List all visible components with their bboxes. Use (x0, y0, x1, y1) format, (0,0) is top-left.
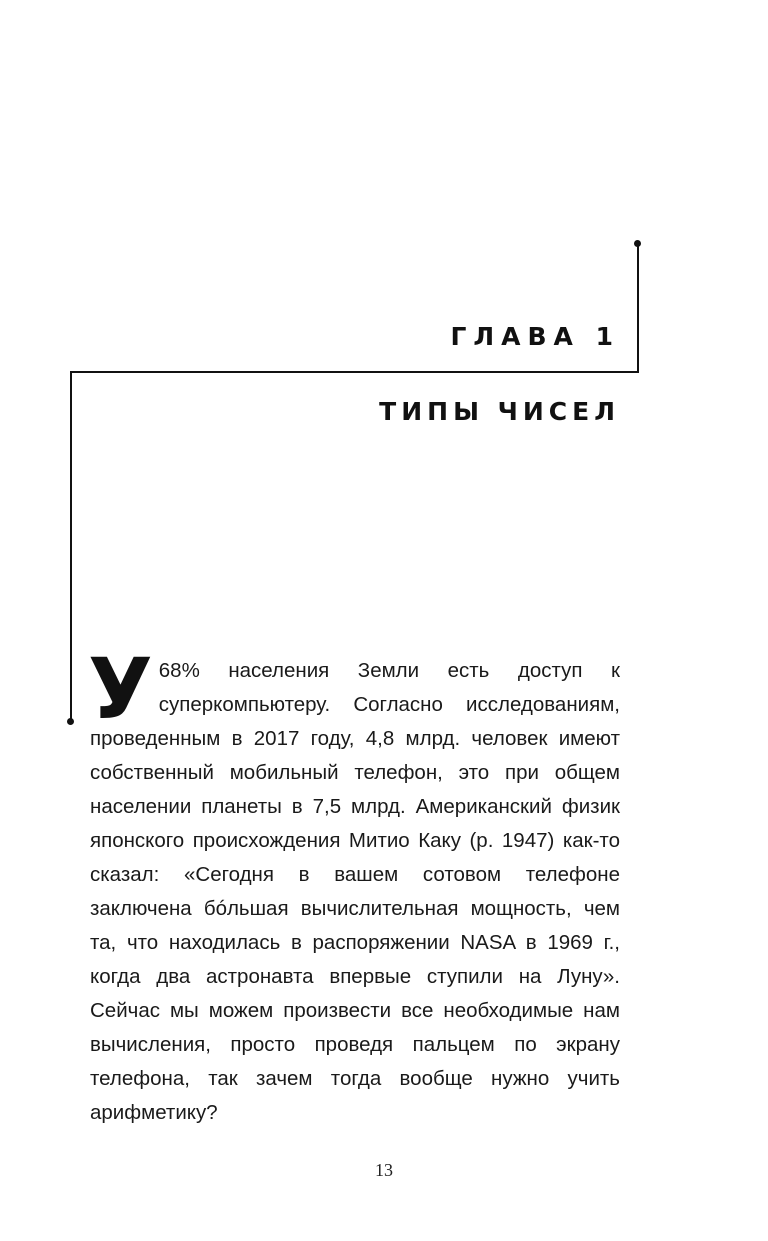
body-text: 68% населения Земли есть доступ к суперкомпьютеру. Согласно исследованиям, проведенным в 2017 году, 4,8 млрд. человек имеют собственный мобильный телефон, это при общем населении планеты в 7,5 млрд. Американский физик японского происхождения Митио Каку (р. 1947) как-то сказал: «Сегодня в вашем сотовом телефоне заключена бóльшая вычислительная мощность, чем та, что находилась в распоряжении NASA в 1969 г., когда два астронавта впервые ступили на Луну». Сейчас мы можем произвести все необходимые нам вычисления, просто проведя пальцем по экрану телефона, так зачем тогда вообще нужно учить арифметику? (90, 659, 620, 1124)
frame-line-horizontal (70, 371, 639, 373)
frame-dot-bottom-left (67, 718, 74, 725)
drop-cap: У (88, 640, 153, 738)
page-number: 13 (375, 1160, 393, 1180)
frame-line-right-vertical (637, 243, 639, 373)
chapter-label: ГЛАВА 1 (450, 322, 620, 351)
chapter-title: ТИПЫ ЧИСЕЛ (379, 397, 620, 426)
body-paragraph (88, 640, 620, 1130)
frame-line-left-vertical (70, 371, 72, 722)
